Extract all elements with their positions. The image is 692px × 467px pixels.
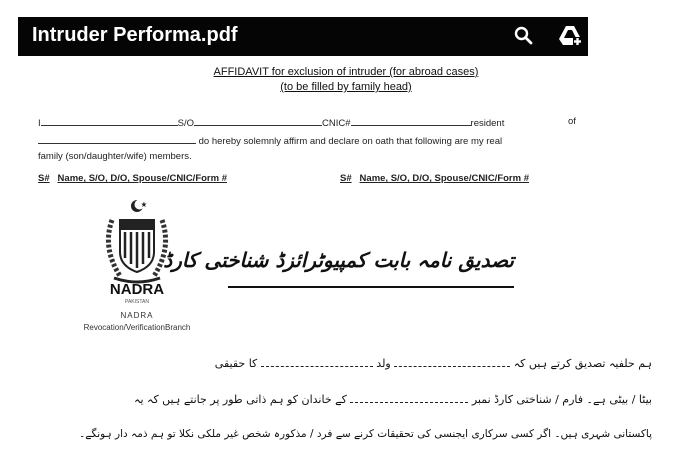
label-cnic: CNIC#: [322, 118, 351, 129]
pdf-page: [0, 56, 692, 467]
nadra-name: NADRA: [120, 311, 154, 320]
urdu-heading: تصدیق نامہ بابت کمپیوٹرائزڈ شناختی کارڈ: [163, 248, 514, 272]
add-to-drive-icon[interactable]: [557, 23, 583, 49]
nadra-logo-subtext: PAKISTAN: [125, 299, 149, 305]
affidavit-row-2-text: do hereby solemnly affirm and declare on oath that following are my real: [198, 136, 503, 147]
column-header-left: S# Name, S/O, D/O, Spouse/CNIC/Form #: [38, 173, 227, 184]
label-i: I: [38, 118, 41, 129]
affidavit-row-2: [38, 134, 502, 147]
urdu-line-1: ہم حلفیہ تصدیق کرتے ہیں کہ ولد کا حقیقی: [214, 357, 652, 370]
column-header-right: S# Name, S/O, D/O, Spouse/CNIC/Form #: [340, 173, 529, 184]
search-icon[interactable]: [511, 23, 537, 49]
affidavit-title: AFFIDAVIT for exclusion of intruder (for abroad cases): [213, 66, 479, 78]
affidavit-row-3: family (son/daughter/wife) members.: [38, 151, 192, 162]
document-title: Intruder Performa.pdf: [32, 24, 238, 46]
urdu-line-2: بیٹا / بیٹی ہے۔ فارم / شناختی کارڈ نمبر کے خاندان کو ہم ذاتی طور پر جانتے ہیں کہ یہ: [134, 393, 652, 406]
label-resident: resident: [470, 118, 505, 129]
label-so: S/O: [177, 118, 195, 129]
affidavit-subtitle: (to be filled by family head): [280, 81, 412, 93]
nadra-logo-word: NADRA: [109, 281, 165, 298]
urdu-heading-underline: [228, 286, 514, 288]
pdf-viewer-toolbar: [18, 17, 588, 56]
label-of: of: [568, 116, 576, 127]
urdu-line-3: پاکستانی شہری ہیں۔ اگر کسی سرکاری ایجنسی کی تحقیقات کرنے سے فرد / مذکورہ شخص غیر ملکی نکلا تو ہم ذمہ دار ہونگے۔: [79, 428, 652, 440]
nadra-branch: Revocation/VerificationBranch: [83, 323, 191, 332]
affidavit-row-1: [38, 116, 504, 129]
